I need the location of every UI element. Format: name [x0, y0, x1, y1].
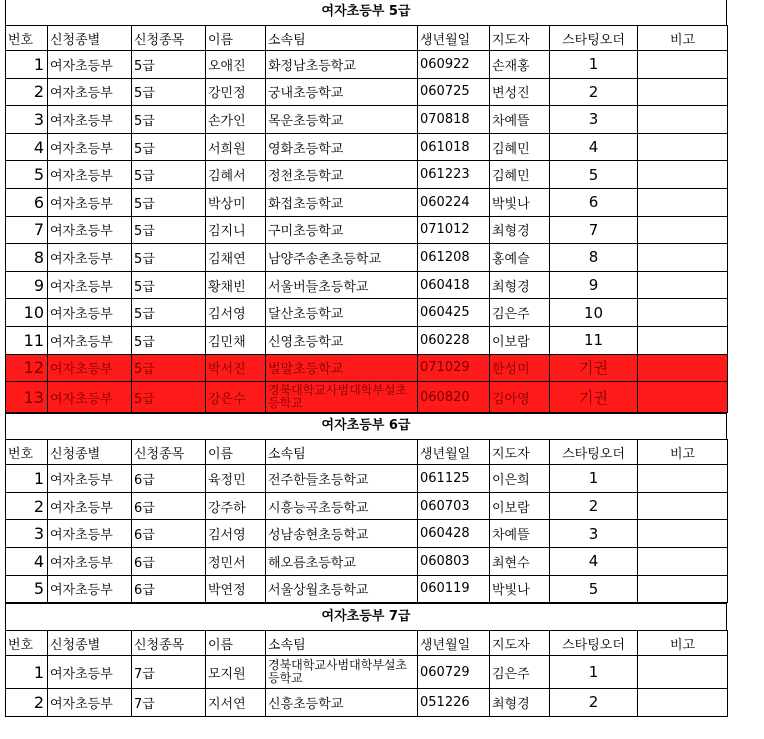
cell-coach: 박빛나 — [490, 575, 550, 603]
cell-starting-order: 4 — [550, 547, 638, 575]
cell-birth: 071012 — [418, 216, 490, 244]
column-header-coach: 지도자 — [490, 631, 550, 656]
cell-coach: 김혜민 — [490, 133, 550, 161]
cell-grade: 5급 — [132, 326, 206, 354]
cell-type: 여자초등부 — [48, 382, 132, 413]
table-row — [6, 465, 728, 493]
header-row — [6, 440, 728, 465]
cell-note — [638, 271, 728, 299]
cell-team: 화정남초등학교 — [266, 51, 418, 79]
cell-grade: 6급 — [132, 492, 206, 520]
cell-birth: 071029 — [418, 354, 490, 382]
cell-grade: 5급 — [132, 382, 206, 413]
column-header-team: 소속팀 — [266, 631, 418, 656]
column-header-birth: 생년월일 — [418, 26, 490, 51]
cell-team: 서울버들초등학교 — [266, 271, 418, 299]
column-header-note: 비고 — [638, 631, 728, 656]
cell-team: 시흥능곡초등학교 — [266, 492, 418, 520]
table-row — [6, 133, 728, 161]
table-row — [6, 382, 728, 413]
cell-coach: 손재홍 — [490, 51, 550, 79]
cell-name: 박서진 — [206, 354, 266, 382]
table-row — [6, 547, 728, 575]
column-header-type: 신청종별 — [48, 26, 132, 51]
cell-team: 신영초등학교 — [266, 326, 418, 354]
column-header-grade: 신청종목 — [132, 440, 206, 465]
cell-number: 13 — [6, 382, 48, 413]
cell-type: 여자초등부 — [48, 271, 132, 299]
cell-team: 경북대학교사범대학부설초등학교 — [266, 656, 418, 689]
cell-name: 박연정 — [206, 575, 266, 603]
cell-team: 영화초등학교 — [266, 133, 418, 161]
column-header-name: 이름 — [206, 440, 266, 465]
cell-type: 여자초등부 — [48, 78, 132, 106]
cell-name: 강은수 — [206, 382, 266, 413]
cell-type: 여자초등부 — [48, 133, 132, 161]
cell-team: 신흥초등학교 — [266, 689, 418, 717]
cell-coach: 차예뜰 — [490, 106, 550, 134]
table-row — [6, 188, 728, 216]
cell-number: 12 — [6, 354, 48, 382]
cell-grade: 5급 — [132, 106, 206, 134]
table-row — [6, 78, 728, 106]
cell-type: 여자초등부 — [48, 575, 132, 603]
table-row — [6, 492, 728, 520]
cell-starting-order: 기권 — [550, 382, 638, 413]
cell-team: 화접초등학교 — [266, 188, 418, 216]
cell-name: 황채빈 — [206, 271, 266, 299]
cell-type: 여자초등부 — [48, 520, 132, 548]
cell-team: 전주한들초등학교 — [266, 465, 418, 493]
cell-number: 1 — [6, 465, 48, 493]
cell-note — [638, 326, 728, 354]
cell-note — [638, 492, 728, 520]
section-title: 여자초등부 6급 — [5, 413, 727, 439]
cell-grade: 5급 — [132, 354, 206, 382]
table-row — [6, 354, 728, 382]
cell-note — [638, 78, 728, 106]
table-row — [6, 575, 728, 603]
cell-team: 정천초등학교 — [266, 161, 418, 189]
cell-grade: 7급 — [132, 656, 206, 689]
cell-number: 4 — [6, 547, 48, 575]
cell-number: 9 — [6, 271, 48, 299]
cell-coach: 김은주 — [490, 656, 550, 689]
cell-starting-order: 2 — [550, 78, 638, 106]
cell-type: 여자초등부 — [48, 106, 132, 134]
cell-team: 성남송현초등학교 — [266, 520, 418, 548]
cell-coach: 김혜민 — [490, 161, 550, 189]
cell-birth: 061223 — [418, 161, 490, 189]
cell-name: 강주하 — [206, 492, 266, 520]
cell-number: 5 — [6, 161, 48, 189]
cell-type: 여자초등부 — [48, 299, 132, 327]
cell-number: 3 — [6, 106, 48, 134]
cell-starting-order: 8 — [550, 244, 638, 272]
table-row — [6, 161, 728, 189]
cell-number: 8 — [6, 244, 48, 272]
cell-coach: 한성미 — [490, 354, 550, 382]
cell-starting-order: 1 — [550, 656, 638, 689]
cell-type: 여자초등부 — [48, 51, 132, 79]
cell-birth: 060922 — [418, 51, 490, 79]
cell-grade: 7급 — [132, 689, 206, 717]
cell-grade: 6급 — [132, 520, 206, 548]
cell-team: 서울상월초등학교 — [266, 575, 418, 603]
cell-name: 김민채 — [206, 326, 266, 354]
cell-coach: 김아영 — [490, 382, 550, 413]
cell-note — [638, 520, 728, 548]
cell-note — [638, 133, 728, 161]
column-header-type: 신청종별 — [48, 440, 132, 465]
cell-coach: 차예뜰 — [490, 520, 550, 548]
cell-team: 벌말초등학교 — [266, 354, 418, 382]
cell-birth: 060803 — [418, 547, 490, 575]
column-header-number: 번호 — [6, 26, 48, 51]
cell-number: 1 — [6, 51, 48, 79]
cell-birth: 060228 — [418, 326, 490, 354]
header-row — [6, 26, 728, 51]
cell-starting-order: 5 — [550, 161, 638, 189]
cell-type: 여자초등부 — [48, 161, 132, 189]
cell-type: 여자초등부 — [48, 188, 132, 216]
cell-note — [638, 244, 728, 272]
cell-starting-order: 5 — [550, 575, 638, 603]
cell-name: 서희원 — [206, 133, 266, 161]
table-row — [6, 326, 728, 354]
cell-grade: 5급 — [132, 244, 206, 272]
cell-grade: 5급 — [132, 188, 206, 216]
cell-name: 김서영 — [206, 299, 266, 327]
cell-grade: 5급 — [132, 161, 206, 189]
table-row — [6, 216, 728, 244]
cell-type: 여자초등부 — [48, 689, 132, 717]
cell-type: 여자초등부 — [48, 216, 132, 244]
table-row — [6, 271, 728, 299]
cell-starting-order: 10 — [550, 299, 638, 327]
cell-name: 정민서 — [206, 547, 266, 575]
column-header-name: 이름 — [206, 631, 266, 656]
column-header-grade: 신청종목 — [132, 631, 206, 656]
cell-note — [638, 299, 728, 327]
cell-coach: 최형경 — [490, 216, 550, 244]
cell-birth: 051226 — [418, 689, 490, 717]
cell-birth: 060428 — [418, 520, 490, 548]
cell-birth: 060703 — [418, 492, 490, 520]
column-header-name: 이름 — [206, 26, 266, 51]
column-header-coach: 지도자 — [490, 440, 550, 465]
cell-name: 김혜서 — [206, 161, 266, 189]
cell-starting-order: 2 — [550, 689, 638, 717]
cell-note — [638, 188, 728, 216]
cell-note — [638, 689, 728, 717]
cell-type: 여자초등부 — [48, 244, 132, 272]
cell-starting-order: 1 — [550, 51, 638, 79]
cell-grade: 5급 — [132, 299, 206, 327]
cell-type: 여자초등부 — [48, 492, 132, 520]
cell-number: 4 — [6, 133, 48, 161]
cell-name: 김채연 — [206, 244, 266, 272]
cell-coach: 최현수 — [490, 547, 550, 575]
cell-number: 3 — [6, 520, 48, 548]
section-table — [5, 630, 728, 717]
cell-note — [638, 354, 728, 382]
cell-birth: 061018 — [418, 133, 490, 161]
cell-grade: 5급 — [132, 51, 206, 79]
cell-birth: 070818 — [418, 106, 490, 134]
cell-name: 박상미 — [206, 188, 266, 216]
cell-name: 김지니 — [206, 216, 266, 244]
cell-coach: 이은희 — [490, 465, 550, 493]
cell-starting-order: 3 — [550, 106, 638, 134]
cell-starting-order: 9 — [550, 271, 638, 299]
cell-type: 여자초등부 — [48, 354, 132, 382]
cell-name: 모지원 — [206, 656, 266, 689]
cell-starting-order: 2 — [550, 492, 638, 520]
column-header-number: 번호 — [6, 440, 48, 465]
cell-number: 10 — [6, 299, 48, 327]
cell-note — [638, 106, 728, 134]
table-row — [6, 689, 728, 717]
column-header-birth: 생년월일 — [418, 440, 490, 465]
cell-grade: 5급 — [132, 271, 206, 299]
cell-note — [638, 575, 728, 603]
cell-starting-order: 11 — [550, 326, 638, 354]
cell-grade: 6급 — [132, 575, 206, 603]
cell-number: 2 — [6, 78, 48, 106]
column-header-note: 비고 — [638, 440, 728, 465]
cell-coach: 김은주 — [490, 299, 550, 327]
cell-team: 달산초등학교 — [266, 299, 418, 327]
cell-team: 구미초등학교 — [266, 216, 418, 244]
cell-coach: 최형경 — [490, 689, 550, 717]
cell-note — [638, 216, 728, 244]
cell-starting-order: 1 — [550, 465, 638, 493]
cell-team: 궁내초등학교 — [266, 78, 418, 106]
cell-coach: 이보람 — [490, 492, 550, 520]
cell-number: 6 — [6, 188, 48, 216]
cell-starting-order: 7 — [550, 216, 638, 244]
cell-number: 11 — [6, 326, 48, 354]
roster-sheet — [5, 0, 727, 717]
cell-starting-order: 4 — [550, 133, 638, 161]
cell-birth: 060224 — [418, 188, 490, 216]
cell-note — [638, 547, 728, 575]
table-row — [6, 106, 728, 134]
section-title: 여자초등부 5급 — [5, 0, 727, 25]
cell-number: 5 — [6, 575, 48, 603]
table-row — [6, 51, 728, 79]
column-header-birth: 생년월일 — [418, 631, 490, 656]
cell-grade: 6급 — [132, 547, 206, 575]
cell-type: 여자초등부 — [48, 465, 132, 493]
cell-name: 지서연 — [206, 689, 266, 717]
table-row — [6, 299, 728, 327]
cell-name: 손가인 — [206, 106, 266, 134]
cell-grade: 5급 — [132, 216, 206, 244]
table-row — [6, 244, 728, 272]
cell-number: 2 — [6, 689, 48, 717]
section-title: 여자초등부 7급 — [5, 603, 727, 630]
column-header-grade: 신청종목 — [132, 26, 206, 51]
cell-note — [638, 51, 728, 79]
cell-birth: 061208 — [418, 244, 490, 272]
column-header-team: 소속팀 — [266, 26, 418, 51]
cell-birth: 060729 — [418, 656, 490, 689]
cell-number: 7 — [6, 216, 48, 244]
cell-type: 여자초등부 — [48, 656, 132, 689]
cell-note — [638, 161, 728, 189]
cell-starting-order: 3 — [550, 520, 638, 548]
cell-number: 1 — [6, 656, 48, 689]
cell-name: 강민정 — [206, 78, 266, 106]
cell-note — [638, 382, 728, 413]
cell-note — [638, 465, 728, 493]
cell-grade: 6급 — [132, 465, 206, 493]
table-row — [6, 520, 728, 548]
cell-note — [638, 656, 728, 689]
cell-team: 남양주송촌초등학교 — [266, 244, 418, 272]
column-header-note: 비고 — [638, 26, 728, 51]
column-header-starting-order: 스타팅오더 — [550, 631, 638, 656]
cell-number: 2 — [6, 492, 48, 520]
cell-coach: 이보람 — [490, 326, 550, 354]
cell-team: 해오름초등학교 — [266, 547, 418, 575]
cell-birth: 060425 — [418, 299, 490, 327]
cell-name: 오애진 — [206, 51, 266, 79]
cell-team: 경북대학교사범대학부설초등학교 — [266, 382, 418, 413]
cell-type: 여자초등부 — [48, 326, 132, 354]
column-header-type: 신청종별 — [48, 631, 132, 656]
column-header-team: 소속팀 — [266, 440, 418, 465]
cell-birth: 060725 — [418, 78, 490, 106]
table-row — [6, 656, 728, 689]
cell-name: 육정민 — [206, 465, 266, 493]
cell-team: 목운초등학교 — [266, 106, 418, 134]
column-header-coach: 지도자 — [490, 26, 550, 51]
column-header-starting-order: 스타팅오더 — [550, 26, 638, 51]
cell-coach: 변성진 — [490, 78, 550, 106]
cell-coach: 최형경 — [490, 271, 550, 299]
cell-name: 김서영 — [206, 520, 266, 548]
cell-grade: 5급 — [132, 78, 206, 106]
header-row — [6, 631, 728, 656]
cell-type: 여자초등부 — [48, 547, 132, 575]
section-table — [5, 25, 728, 413]
section-table — [5, 439, 728, 603]
cell-birth: 060820 — [418, 382, 490, 413]
cell-birth: 061125 — [418, 465, 490, 493]
cell-starting-order: 6 — [550, 188, 638, 216]
column-header-number: 번호 — [6, 631, 48, 656]
cell-coach: 박빛나 — [490, 188, 550, 216]
cell-coach: 홍예슬 — [490, 244, 550, 272]
cell-grade: 5급 — [132, 133, 206, 161]
cell-starting-order: 기권 — [550, 354, 638, 382]
cell-birth: 060418 — [418, 271, 490, 299]
column-header-starting-order: 스타팅오더 — [550, 440, 638, 465]
cell-birth: 060119 — [418, 575, 490, 603]
